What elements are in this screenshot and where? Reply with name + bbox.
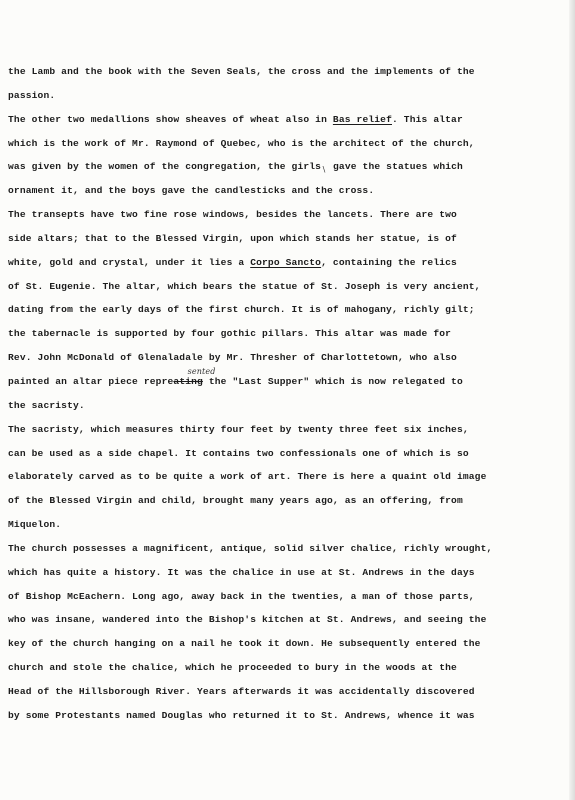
underlined-term: Bas relief: [332, 113, 392, 125]
text-line: which has quite a history. It was the chalice in use at St. Andrews in the days: [8, 566, 475, 578]
line-segment: the "Last Supper" which is now relegated to: [202, 375, 463, 387]
text-line: Head of the Hillsborough River. Years afterwards it was accidentally discovered: [8, 685, 475, 697]
line-segment: , containing the relics: [321, 256, 457, 268]
text-line: [8, 108, 528, 132]
text-line: of St. Eugenie. The altar, which bears the statue of St. Joseph is very ancient,: [8, 280, 481, 292]
handwritten-insertion: sented: [187, 366, 216, 376]
text-line: of Bishop McEachern. Long ago, away back in the twenties, a man of those parts,: [8, 590, 475, 602]
typed-text-body: [8, 60, 528, 728]
text-line: Miquelon.: [8, 519, 62, 531]
line-segment: was given by the women of the congregation, the girls: [8, 161, 322, 173]
text-line: of the Blessed Virgin and child, brought many years ago, as an offering, from: [8, 495, 463, 507]
struck-text: ating: [173, 375, 203, 387]
line-segment: painted an altar piece repre: [8, 375, 174, 387]
text-line: key of the church hanging on a nail he took it down. He subsequently entered the: [8, 638, 481, 650]
text-line: can be used as a side chapel. It contains two confessionals one of which is so: [8, 447, 469, 459]
text-line: dating from the early days of the first church. It is of mahogany, richly gilt;: [8, 304, 475, 316]
text-line: who was insane, wandered into the Bishop's kitchen at St. Andrews, and seeing the: [8, 614, 487, 626]
text-line: [8, 251, 528, 275]
line-segment: white, gold and crystal, under it lies a: [8, 256, 251, 268]
text-line: passion.: [8, 89, 56, 101]
text-line: the Lamb and the book with the Seven Seals, the cross and the implements of the: [8, 66, 475, 77]
text-line: Rev. John McDonald of Glenaladale by Mr. Thresher of Charlottetown, who also: [8, 352, 457, 364]
line-segment: The other two medallions show sheaves of wheat also in: [8, 113, 333, 125]
text-line: elaborately carved as to be quite a work of art. There is here a quaint old image: [8, 471, 487, 483]
line-segment: gave the statues which: [327, 161, 463, 173]
line-segment: . This altar: [391, 113, 463, 125]
text-line: church and stole the chalice, which he proceeded to bury in the woods at the: [8, 662, 457, 674]
handwritten-caret-mark: \: [322, 165, 326, 175]
text-line: the tabernacle is supported by four gothic pillars. This altar was made for: [8, 328, 452, 340]
text-line: The church possesses a magnificent, antique, solid silver chalice, richly wrought,: [8, 542, 493, 554]
page-edge-shadow: [569, 0, 575, 800]
text-line: side altars; that to the Blessed Virgin, upon which stands her statue, is of: [8, 232, 457, 244]
text-line: The sacristy, which measures thirty four feet by twenty three feet six inches,: [8, 423, 469, 435]
underlined-term: Corpo Sancto: [250, 256, 322, 268]
text-line: [8, 155, 528, 179]
handwritten-correction: [173, 366, 216, 394]
text-line: the sacristy.: [8, 399, 85, 411]
text-line: The transepts have two fine rose windows, besides the lancets. There are two: [8, 209, 457, 221]
text-line: ornament it, and the boys gave the candlesticks and the cross.: [8, 185, 375, 197]
text-line: [8, 366, 528, 394]
text-line: which is the work of Mr. Raymond of Quebec, who is the architect of the church,: [8, 137, 475, 149]
text-line: by some Protestants named Douglas who returned it to St. Andrews, whence it was: [8, 709, 475, 721]
